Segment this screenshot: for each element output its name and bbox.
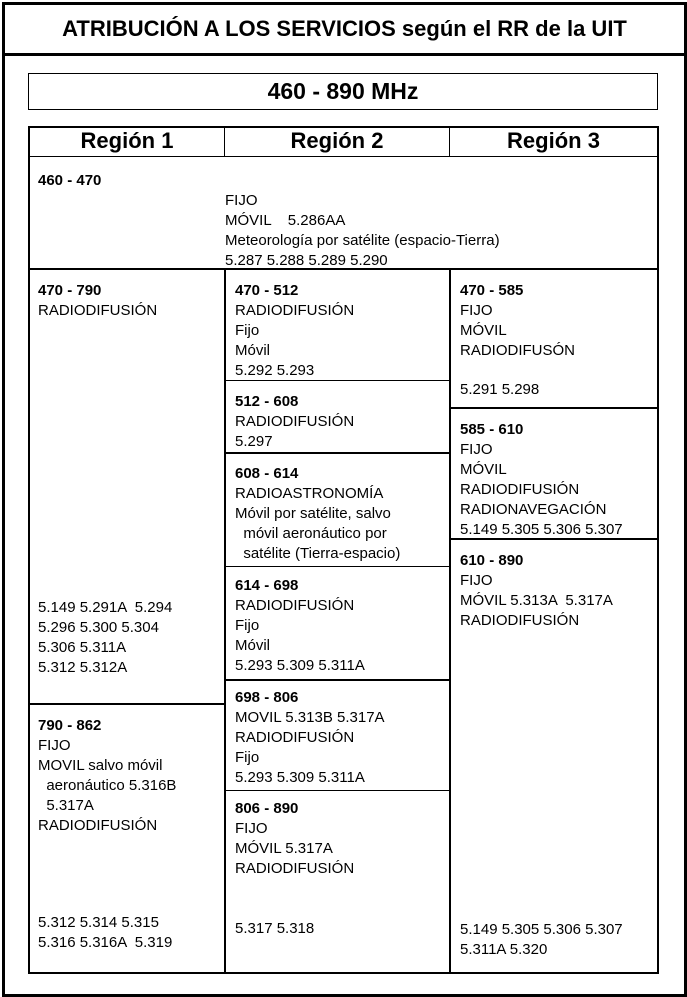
r2-512-608: 512 - 608 RADIODIFUSIÓN 5.297 bbox=[235, 393, 355, 450]
r1-790-862: 790 - 862 FIJO MOVIL salvo móvil aeronáutico 5.316B 5.317A RADIODIFUSIÓN bbox=[38, 717, 177, 834]
r2-614-698: 614 - 698 RADIODIFUSIÓN Fijo Móvil 5.293 5.309 5.311A bbox=[235, 577, 365, 674]
band-460-470-services: FIJO MÓVIL 5.286AA Meteorología por satélite (espacio-Tierra) 5.287 5.288 5.289 5.290 bbox=[225, 192, 500, 269]
r3-470-585: 470 - 585 FIJO MÓVIL RADIODIFUSÓN bbox=[460, 282, 576, 359]
header-region-2: Región 2 bbox=[290, 128, 384, 153]
header-region-1: Región 1 bbox=[80, 128, 174, 153]
allocation-table bbox=[28, 126, 659, 974]
r1-790-862-notes: 5.312 5.314 5.315 5.316 5.316A 5.319 bbox=[38, 914, 173, 951]
r1-470-790-notes: 5.149 5.291A 5.294 5.296 5.300 5.304 5.306 5.311A 5.312 5.312A bbox=[38, 599, 173, 676]
r2-608-614: 608 - 614 RADIOASTRONOMÍA Móvil por satélite, salvo móvil aeronáutico por satélite (Tierra-espacio) bbox=[235, 465, 401, 562]
r2-698-806: 698 - 806 MOVIL 5.313B 5.317A RADIODIFUSIÓN Fijo 5.293 5.309 5.311A bbox=[235, 689, 385, 786]
r1-470-790: 470 - 790 RADIODIFUSIÓN bbox=[38, 282, 158, 319]
band-heading bbox=[28, 73, 658, 110]
r3-610-890-notes: 5.149 5.305 5.306 5.307 5.311A 5.320 bbox=[460, 921, 623, 958]
band-460-470: 460 - 470 bbox=[38, 172, 102, 189]
r3-470-585-notes: 5.291 5.298 bbox=[460, 381, 540, 398]
page-title: ATRIBUCIÓN A LOS SERVICIOS según el RR de la UIT bbox=[5, 5, 684, 56]
r2-470-512: 470 - 512 RADIODIFUSIÓN Fijo Móvil 5.292 5.293 bbox=[235, 282, 355, 379]
r2-806-890-notes: 5.317 5.318 bbox=[235, 920, 315, 937]
band-label: 460 - 890 MHz bbox=[267, 78, 419, 104]
r3-610-890: 610 - 890 FIJO MÓVIL 5.313A 5.317A RADIODIFUSIÓN bbox=[460, 552, 613, 629]
header-region-3: Región 3 bbox=[507, 128, 600, 153]
r2-806-890: 806 - 890 FIJO MÓVIL 5.317A RADIODIFUSIÓN bbox=[235, 800, 355, 877]
r3-585-610: 585 - 610 FIJO MÓVIL RADIODIFUSIÓN RADIONAVEGACIÓN 5.149 5.305 5.306 5.307 bbox=[460, 421, 623, 538]
